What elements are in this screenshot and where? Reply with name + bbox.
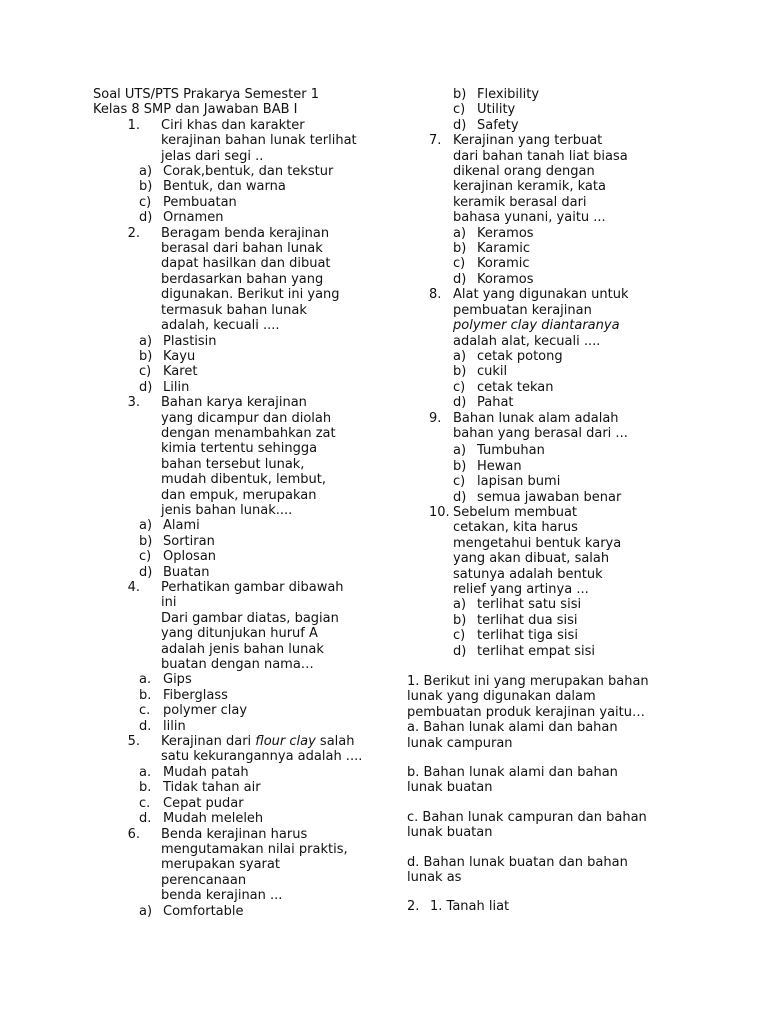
question-text-line: yang akan dibuat, salah: [453, 551, 610, 567]
question-text-line: keramik berasal dari: [453, 194, 587, 210]
header-line-2: Kelas 8 SMP dan Jawaban BAB I: [93, 102, 298, 118]
question-number: 5.: [127, 734, 140, 750]
question-text-line: adalah alat, kecuali ....: [453, 333, 601, 349]
question-number: 6.: [127, 826, 140, 842]
question-text-line: Kerajinan dari flour clay salah: [161, 734, 355, 750]
question-2: [115, 226, 393, 334]
right-column: [407, 87, 687, 914]
option-c: c) lapisan bumi: [453, 474, 561, 490]
question-text-line: Ciri khas dan karakter: [161, 117, 305, 133]
question-text-line: pembuatan produk kerajinan yaitu…: [407, 704, 646, 720]
essay-answer-c: c. Bahan lunak campuran dan bahan lunak buatan: [407, 809, 647, 841]
option-b: b) Kayu: [139, 348, 196, 364]
question-10: [429, 505, 687, 597]
question-text-line: Bahan lunak alam adalah: [453, 410, 619, 426]
question-text-line: dari bahan tanah liat biasa: [453, 148, 628, 164]
option-d: d) Safety: [453, 117, 519, 133]
option-c: c) Oplosan: [139, 549, 217, 565]
essay-question-2: [407, 899, 687, 914]
question-text-line: Bahan karya kerajinan: [161, 395, 307, 411]
question-9: [429, 411, 687, 442]
question-text-line: adalah jenis bahan lunak: [161, 641, 324, 657]
question-text-line: satu kekurangannya adalah ....: [161, 749, 363, 765]
option-c: c) Karet: [139, 364, 198, 380]
left-column: [93, 87, 393, 919]
question-text-line: mengetahui bentuk karya: [453, 535, 622, 551]
option-b: b. Fiberglass: [139, 687, 228, 703]
option-c: c) Pembuatan: [139, 194, 237, 210]
question-text-line: berdasarkan bahan yang: [161, 271, 324, 287]
question-number: 2.: [407, 898, 420, 914]
question-number: 9.: [429, 410, 442, 426]
option-c: c. polymer clay: [139, 703, 248, 719]
question-text-line: benda kerajinan ...: [161, 888, 283, 904]
question-text-line: merupakan syarat: [161, 857, 280, 873]
essay-question-1: [407, 674, 687, 720]
question-text-line: dan empuk, merupakan: [161, 487, 317, 503]
question-text-line: lunak yang digunakan dalam: [407, 689, 596, 705]
option-b: b. Tidak tahan air: [139, 780, 261, 796]
question-text-line: yang ditunjukan huruf A: [161, 626, 318, 642]
question-text-line: Dari gambar diatas, bagian: [161, 610, 339, 626]
question-text-line: Sebelum membuat: [453, 504, 578, 520]
question-4: [115, 580, 393, 672]
question-text-line: cetakan, kita harus: [453, 520, 578, 536]
option-a: a) terlihat satu sisi: [453, 597, 582, 613]
option-d: d) Ornamen: [139, 210, 224, 226]
option-c: c) terlihat tiga sisi: [453, 628, 578, 644]
question-text-line: bahan yang berasal dari ...: [453, 425, 628, 441]
question-text-line: perencanaan: [161, 872, 247, 888]
option-d: d) Pahat: [453, 395, 514, 411]
essay-answer-b: b. Bahan lunak alami dan bahan lunak buatan: [407, 765, 618, 796]
option-c: c) cetak tekan: [453, 379, 554, 395]
option-a: a) Keramos: [453, 225, 534, 241]
option-c: c) Koramic: [453, 256, 530, 272]
question-text-line: polymer clay diantaranya: [453, 318, 620, 334]
option-d: d. lilin: [139, 718, 186, 734]
question-text-line: jelas dari segi ..: [161, 148, 264, 164]
question-text-line: satunya adalah bentuk: [453, 566, 603, 582]
question-text-line: pembuatan kerajinan: [453, 302, 592, 318]
question-number: 1.: [127, 117, 140, 133]
question-text-line: bahasa yunani, yaitu ...: [453, 210, 606, 226]
question-text-line: mudah dibentuk, lembut,: [161, 472, 326, 488]
question-text-line: digunakan. Berikut ini yang: [161, 287, 340, 303]
question-6: [115, 827, 393, 904]
question-text-line: yang dicampur dan diolah: [161, 410, 332, 426]
question-text-line: termasuk bahan lunak: [161, 302, 307, 318]
option-b: b) Bentuk, dan warna: [139, 179, 286, 195]
question-5: [115, 734, 393, 765]
question-text-line: kerajinan keramik, kata: [453, 179, 606, 195]
question-text-line: Benda kerajinan harus: [161, 826, 308, 842]
option-c: c. Cepat pudar: [139, 795, 244, 811]
question-text-line: kimia tertentu sehingga: [161, 441, 318, 457]
option-b: b) Karamic: [453, 241, 530, 257]
header-line-1: Soal UTS/PTS Prakarya Semester 1: [93, 87, 320, 102]
question-number: 8.: [429, 287, 442, 303]
option-b: b) terlihat dua sisi: [453, 612, 578, 628]
question-text-line: buatan dengan nama…: [161, 657, 314, 673]
question-text-line: Alat yang digunakan untuk: [453, 287, 629, 303]
question-text-line: berasal dari bahan lunak: [161, 241, 323, 257]
question-8: [429, 287, 687, 349]
question-text-line: Kerajinan yang terbuat: [453, 133, 603, 149]
question-number: 4.: [127, 580, 140, 595]
option-a: a. Mudah patah: [139, 764, 249, 780]
option-d: d) semua jawaban benar: [453, 489, 622, 505]
question-number: 2.: [127, 225, 140, 241]
question-text-line: adalah, kecuali ....: [161, 318, 280, 334]
question-text-line: 1. Berikut ini yang merupakan bahan: [407, 674, 649, 690]
option-c: c) Utility: [453, 102, 516, 118]
question-text-line: dapat hasilkan dan dibuat: [161, 256, 331, 272]
question-text-line: jenis bahan lunak....: [161, 502, 293, 518]
option-a: a) Corak,bentuk, dan tekstur: [139, 164, 334, 180]
option-d: d) Buatan: [139, 564, 210, 580]
question-text-line: Perhatikan gambar dibawah: [161, 580, 344, 595]
question-text-line: bahan tersebut lunak,: [161, 456, 305, 472]
option-d: d) terlihat empat sisi: [453, 643, 595, 659]
essay-answer-d: d. Bahan lunak buatan dan bahan lunak as: [407, 854, 628, 886]
option-a: a) Comfortable: [139, 903, 244, 919]
option-a: a. Gips: [139, 672, 192, 688]
question-3: [115, 395, 393, 518]
option-d: d. Mudah meleleh: [139, 811, 264, 827]
question-text-line: ini: [161, 595, 177, 611]
question-text-line: dikenal orang dengan: [453, 164, 595, 180]
question-number: 3.: [127, 395, 140, 411]
question-number: 7.: [429, 133, 442, 149]
question-text-line: Beragam benda kerajinan: [161, 225, 330, 241]
option-a: a) cetak potong: [453, 348, 563, 364]
question-text-line: 1. Tanah liat: [430, 898, 510, 914]
option-b: b) cukil: [453, 364, 508, 380]
question-number: 10.: [429, 504, 450, 520]
option-a: a) Alami: [139, 518, 200, 534]
option-b: b) Flexibility: [453, 87, 540, 102]
question-text-line: kerajinan bahan lunak terlihat: [161, 133, 357, 149]
question-text-line: dengan menambahkan zat: [161, 425, 336, 441]
option-b: b) Sortiran: [139, 533, 215, 549]
option-d: d) Lilin: [139, 379, 190, 395]
question-text-line: relief yang artinya ...: [453, 582, 589, 597]
option-a: a) Tumbuhan: [453, 443, 545, 459]
question-text-line: mengutamakan nilai praktis,: [161, 841, 348, 857]
essay-answer-a: a. Bahan lunak alami dan bahan lunak campuran: [407, 720, 618, 751]
option-d: d) Koramos: [453, 271, 534, 287]
option-a: a) Plastisin: [139, 333, 217, 349]
option-b: b) Hewan: [453, 458, 522, 474]
question-1: [115, 118, 393, 164]
question-7: [429, 133, 687, 225]
